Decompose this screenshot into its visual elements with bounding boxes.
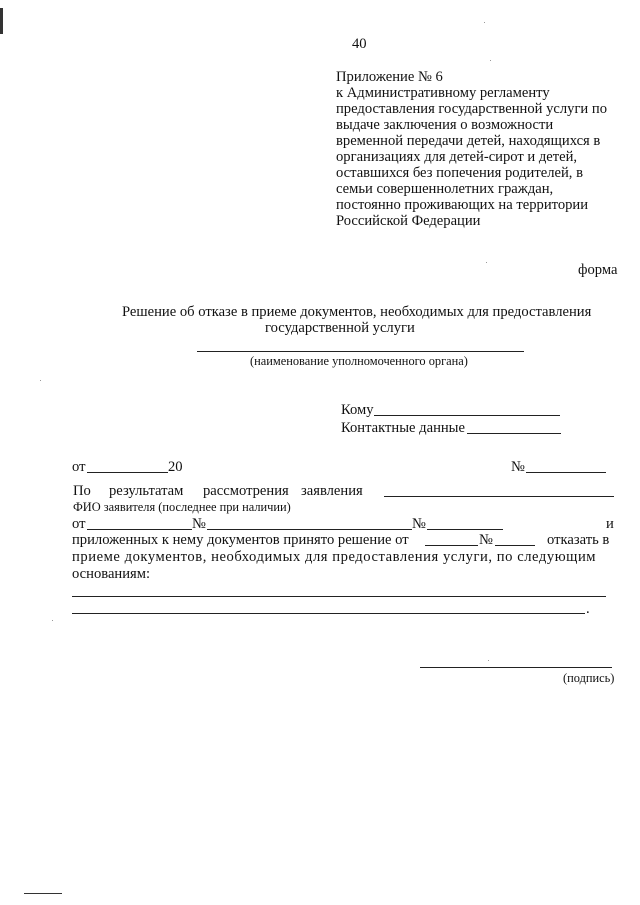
decision-continuation: приеме документов, необходимых для предоставления услуги, по следующим — [72, 549, 597, 565]
scan-speck — [488, 660, 489, 661]
scan-speck — [52, 620, 53, 621]
applicant-caption: ФИО заявителя (последнее при наличии) — [73, 500, 291, 514]
body-word: По — [73, 483, 91, 499]
date-number-label: № — [511, 459, 525, 475]
body-word: заявления — [301, 483, 363, 499]
application-date-line — [87, 529, 192, 530]
scan-speck — [486, 262, 487, 263]
decision-number-line — [495, 545, 535, 546]
appendix-line: семьи совершеннолетних граждан, — [336, 181, 554, 197]
applicant-line — [384, 496, 614, 497]
recipient-label: Кому — [341, 402, 374, 418]
application-from-label: от — [72, 516, 86, 532]
contact-line — [467, 433, 561, 434]
authority-name-line — [197, 351, 524, 352]
reasons-line — [72, 596, 606, 597]
appendix-line: временной передачи детей, находящихся в — [336, 133, 601, 149]
appendix-line: выдаче заключения о возможности — [336, 117, 554, 133]
signature-caption: (подпись) — [563, 671, 615, 685]
application-number-line — [207, 529, 412, 530]
reasons-end-period: . — [586, 601, 590, 617]
conjunction-and: и — [606, 516, 614, 532]
appendix-line: организациях для детей-сирот и детей, — [336, 149, 578, 165]
document-title: Решение об отказе в приеме документов, необходимых для предоставления — [122, 304, 592, 320]
appendix-line: к Административному регламенту — [336, 85, 550, 101]
scan-edge-mark — [0, 8, 3, 34]
application-number-label-2: № — [412, 516, 426, 532]
date-number-line — [526, 472, 606, 473]
recipient-line — [374, 415, 560, 416]
signature-line — [420, 667, 612, 668]
scan-speck — [490, 60, 491, 61]
scan-speck — [484, 22, 485, 23]
grounds-label: основаниям: — [72, 566, 151, 582]
authority-caption: (наименование уполномоченного органа) — [250, 354, 468, 368]
appendix-line: оставшихся без попечения родителей, в — [336, 165, 583, 181]
date-line — [87, 472, 168, 473]
form-label: форма — [578, 262, 618, 278]
appendix-line: постоянно проживающих на территории — [336, 197, 589, 213]
appendix-line: предоставления государственной услуги по — [336, 101, 607, 117]
application-number-label: № — [192, 516, 206, 532]
appendix-block — [336, 69, 607, 229]
body-word: рассмотрения — [203, 483, 289, 499]
scan-speck — [40, 380, 41, 381]
body-word: результатам — [109, 483, 184, 499]
date-from-label: от — [72, 459, 86, 475]
decision-number-label: № — [479, 532, 493, 548]
application-number-line-2 — [427, 529, 503, 530]
reasons-line — [72, 613, 585, 614]
decision-text: приложенных к нему документов принято решение от — [72, 532, 409, 548]
page-number: 40 — [352, 36, 367, 52]
appendix-line: Приложение № 6 — [336, 69, 443, 85]
document-title-line2: государственной услуги — [265, 320, 415, 336]
contact-label: Контактные данные — [341, 420, 465, 436]
date-year-prefix: 20 — [168, 459, 183, 475]
decision-date-line — [425, 545, 478, 546]
appendix-line: Российской Федерации — [336, 213, 481, 229]
decision-refuse-text: отказать в — [547, 532, 610, 548]
scan-bottom-mark — [24, 893, 62, 894]
